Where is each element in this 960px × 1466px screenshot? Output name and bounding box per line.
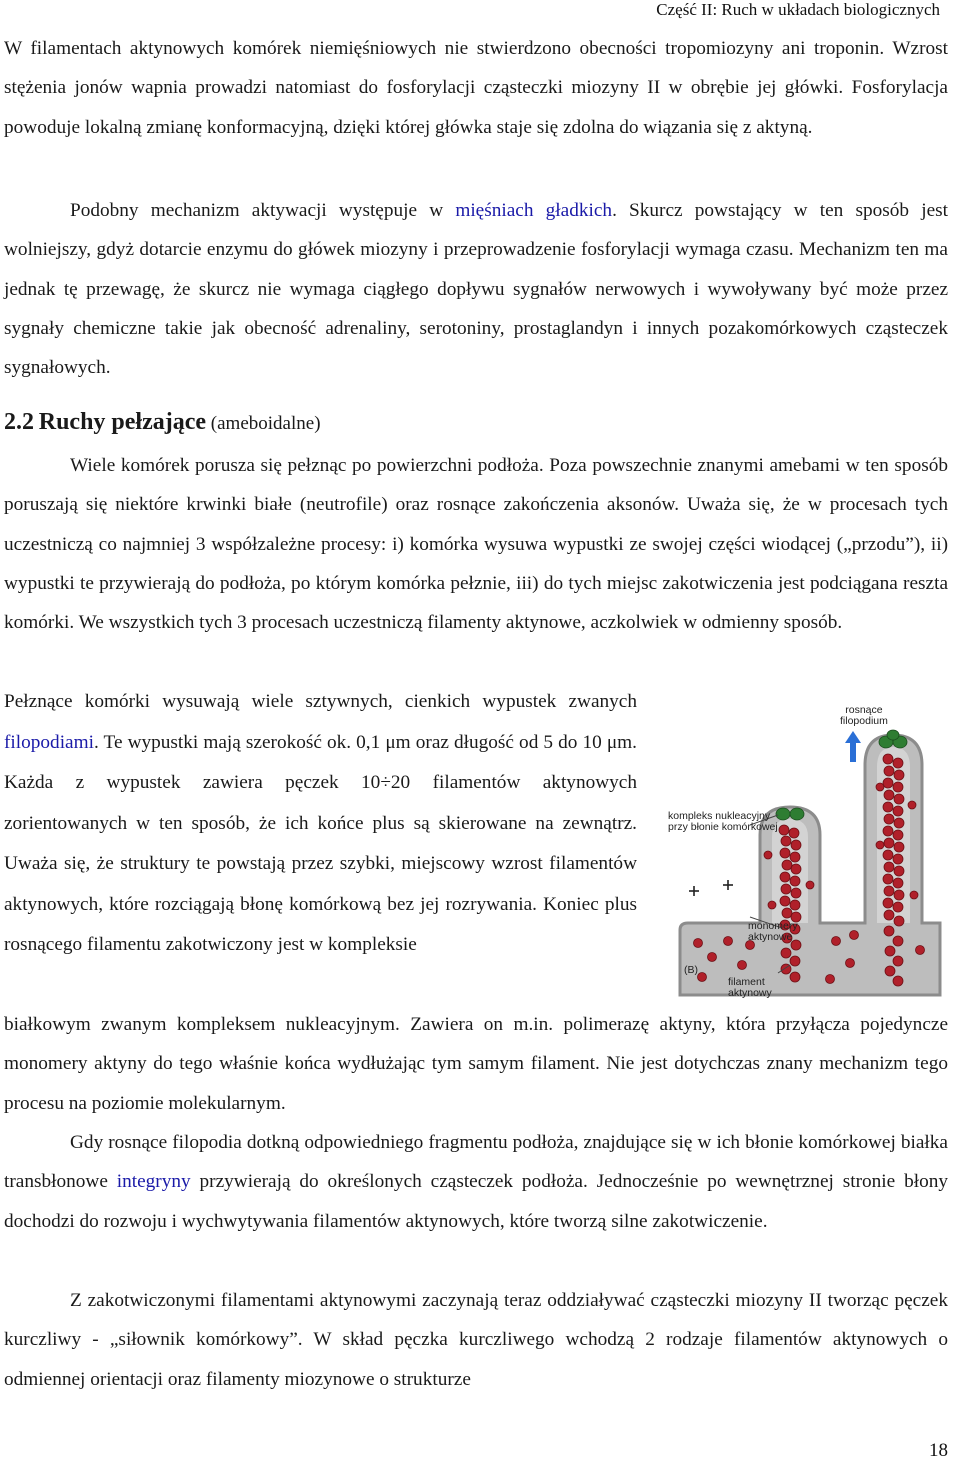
running-header: Część II: Ruch w układach biologicznych <box>656 0 940 19</box>
filopodia-illustration <box>650 695 950 1005</box>
filopodia-figure <box>650 695 950 1005</box>
label-actin-filament: filament aktynowy <box>728 976 772 999</box>
paragraph-5: Gdy rosnące filopodia dotkną odpowiedniego fragmentu podłoża, znajdujące się w ich błonie komórkowej białka transbłonowe integryny przywierają do określonych cząsteczek podłoża. Jednocześnie po wewnętrznej stronie błony dochodzi do rozwoju i wychwytywania filamentów aktynowych, które tworzą silne zakotwiczenie. <box>4 1132 948 1232</box>
paragraph-4-continued: białkowym zwanym kompleksem nukleacyjnym. Zawiera on m.in. polimerazę aktyny, która przyłącza pojedyncze monomery aktyny do tego właśnie końca wydłużając tym samym filament. Nie jest dotychczas znany mechanizm tego procesu na poziomie molekularnym. <box>4 1014 948 1114</box>
label-growing-filopodium: rosnące filopodium <box>840 704 888 727</box>
section-heading <box>4 405 321 441</box>
paragraph-3: Wiele komórek porusza się pełznąc po powierzchni podłoża. Poza powszechnie znanymi amebami w ten sposób poruszają się niektóre krwinki białe (neutrofile) oraz rosnące zakończenia aksonów. Uważa się, że w procesach tych uczestniczą co najmniej 3 współzależne procesy: i) komórka wysuwa wypustki ze swojej części wiodącej („przodu”), ii) wypustki te przywierają do podłoża, po którym komórka pełznie, iii) do tych miejsc zakotwiczenia jest podciągana reszta komórki. We wszystkich tych 3 procesach uczestniczą filamenty aktynowe, aczkolwiek w odmienny sposób. <box>4 455 948 634</box>
paragraph-1: W filamentach aktynowych komórek niemięśniowych nie stwierdzono obecności tropomiozyny ani troponin. Wzrost stężenia jonów wapnia prowadzi natomiast do fosforylacji cząsteczki miozyny II w obrębie jej główki. Fosforylacja powoduje lokalną zmianę konformacyjną, dzięki której główka staje się zdolna do wiązania się z aktyną. <box>4 38 948 138</box>
paragraph-4: Pełznące komórki wysuwają wiele sztywnych, cienkich wypustek zwanych filopodiami. Te wypustki mają szerokość ok. 0,1 μm oraz długość od 5 do 10 μm. Każda z wypustek zawiera pęczek 10÷20 filamentów aktynowych zorientowanych w ten sposób, że ich końce plus są skierowane na zewnątrz. Uważa się, że struktury te powstają przez szybki, miejscowy wzrost filamentów aktynowych, które rozciągają błonę komórkową bez jej rozrywania. Koniec plus rosnącego filamentu zakotwiczony jest w kompleksie <box>4 691 637 955</box>
paragraph-2: Podobny mechanizm aktywacji występuje w mięśniach gładkich. Skurcz powstający w ten sposób jest wolniejszy, gdyż dotarcie enzymu do główek miozyny i przeprowadzenie fosforylacji wymaga czasu. Mechanizm ten ma jednak tę przewagę, że skurcz nie wymaga ciągłego dopływu sygnałów nerwowych i wywoływany być może przez sygnały chemiczne takie jak obecność adrenaliny, serotoniny, prostaglandyn i innych pozakomórkowych cząsteczek sygnałowych. <box>4 200 948 379</box>
page-number: 18 <box>929 1440 948 1461</box>
plus-signs <box>689 880 733 896</box>
section-number: 2.2 <box>4 409 34 435</box>
paragraph-6: Z zakotwiczonymi filamentami aktynowymi zaczynają teraz oddziaływać cząsteczki miozyny II tworząc pęczek kurczliwy - „siłownik komórkowy”. W skład pęczka kurczliwego wchodzą 2 rodzaje filamentów aktynowych o odmiennej orientacji oraz filamenty miozynowe o strukturze <box>4 1290 948 1390</box>
section-subtitle: (ameboidalne) <box>210 413 321 434</box>
growth-arrow-icon <box>845 731 861 762</box>
link-integrins[interactable]: integryny <box>116 1171 191 1193</box>
label-actin-monomers: monomery aktynowe <box>748 920 798 943</box>
label-nucleation-complex: kompleks nukleacyjny przy błonie komórkowej <box>668 810 778 833</box>
label-panel-b: (B) <box>684 964 698 976</box>
link-smooth-muscle[interactable]: mięśniach gładkich <box>455 200 613 221</box>
section-title: Ruchy pełzające <box>38 409 207 435</box>
link-filopodia[interactable]: filopodiami <box>4 731 94 753</box>
